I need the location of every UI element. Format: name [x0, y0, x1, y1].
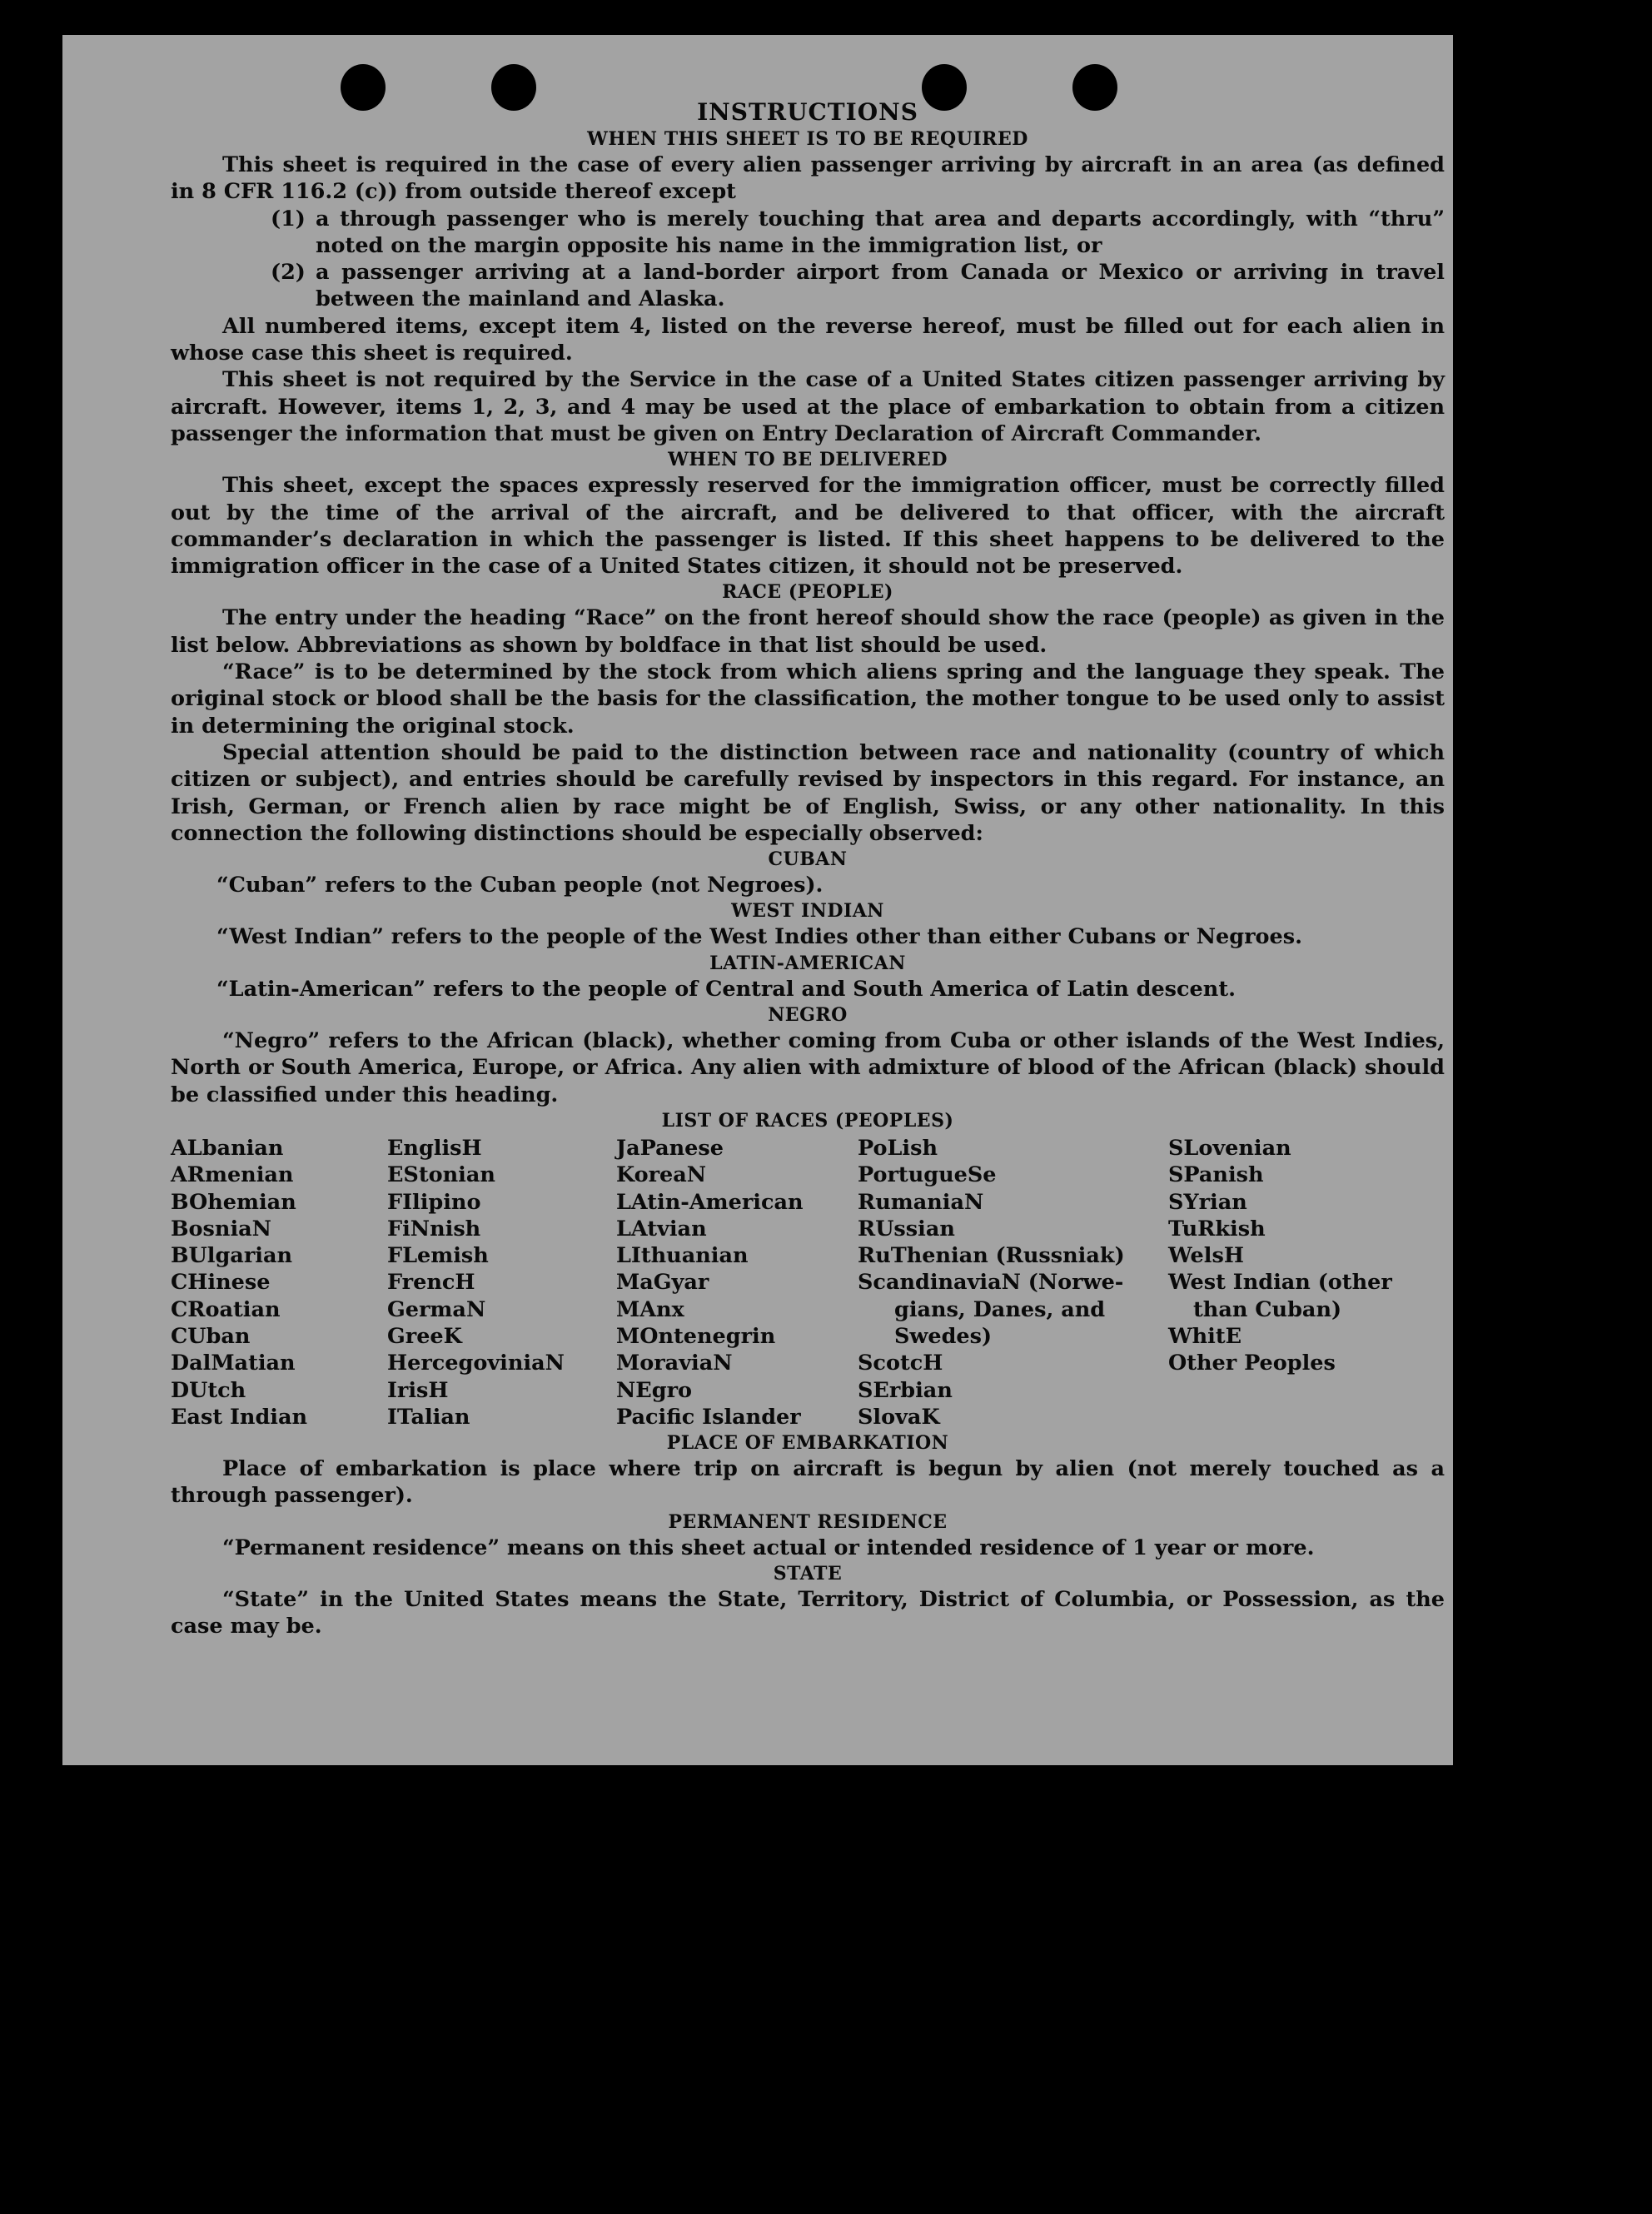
paragraph: This sheet is required in the case of every alien passenger arriving by aircraft in an area (as defined in 8 CFR 116.2 (c)) from outside thereof except — [171, 152, 1445, 205]
race-entry: GermaN — [387, 1296, 486, 1322]
race-entry: MaGyar — [616, 1270, 709, 1296]
race-entry: CHinese — [171, 1270, 271, 1296]
race-entry: FLemish — [387, 1243, 489, 1269]
race-entry: SErbian — [858, 1377, 953, 1403]
race-entry: gians, Danes, and — [894, 1296, 1106, 1322]
race-entry: RuThenian (Russniak) — [858, 1243, 1125, 1269]
races-list — [171, 1135, 1445, 1430]
section-heading-embarkation: PLACE OF EMBARKATION — [666, 1432, 949, 1455]
document-sheet — [62, 35, 1453, 1765]
race-entry: PortugueSe — [858, 1162, 997, 1188]
race-entry: SPanish — [1168, 1162, 1264, 1188]
race-entry: SlovaK — [858, 1404, 940, 1430]
race-entry: MOntenegrin — [616, 1323, 776, 1349]
paragraph: “State” in the United States means the State, Territory, District of Columbia, or Possession, as the case may be. — [171, 1587, 1445, 1639]
races-column — [616, 1135, 858, 1430]
race-entry: CRoatian — [171, 1296, 281, 1322]
list-item — [271, 259, 1445, 313]
race-entry: WelsH — [1168, 1243, 1244, 1269]
race-entry: HercegoviniaN — [387, 1351, 565, 1376]
race-entry: MAnx — [616, 1296, 684, 1322]
race-entry: ScandinaviaN (Norwe- — [858, 1270, 1124, 1296]
race-entry: West Indian (other — [1168, 1270, 1392, 1296]
race-entry: East Indian — [171, 1404, 308, 1430]
race-entry: FiNnish — [387, 1216, 481, 1241]
race-entry: Other Peoples — [1168, 1351, 1336, 1376]
race-entry: CUban — [171, 1323, 251, 1349]
race-entry: FrencH — [387, 1270, 475, 1296]
section-heading-delivered: WHEN TO BE DELIVERED — [668, 449, 948, 471]
race-entry: FIlipino — [387, 1189, 481, 1215]
paragraph: Special attention should be paid to the distinction between race and nationality (country of which citizen or subject), and entries should be carefully revised by inspectors in this regard. For instance, an Irish, German, or French alien by race might be of English, Swiss, or any other nationality. In this connection the following distinctions should be especially observed: — [171, 739, 1445, 846]
section-heading-race-list: LIST OF RACES (PEOPLES) — [661, 1109, 954, 1132]
paragraph: This sheet, except the spaces expressly reserved for the immigration officer, must be correctly filled out by the time of the arrival of the aircraft, and be delivered to that officer, with the aircraft commander’s declaration in which the passenger is listed. If this sheet happens to be delivered to the immigration officer in the case of a United States citizen, it should not be preserved. — [171, 473, 1445, 580]
section-heading-required: WHEN THIS SHEET IS TO BE REQUIRED — [587, 128, 1028, 150]
section-heading-residence: PERMANENT RESIDENCE — [668, 1510, 948, 1533]
race-entry: BOhemian — [171, 1189, 296, 1215]
races-column — [387, 1135, 616, 1430]
section-heading-latin-american: LATIN-AMERICAN — [709, 952, 906, 974]
race-entry: ARmenian — [171, 1162, 294, 1188]
race-entry: LIthuanian — [616, 1243, 749, 1269]
race-entry: Pacific Islander — [616, 1404, 801, 1430]
race-entry: EStonian — [387, 1162, 495, 1188]
race-entry: MoraviaN — [616, 1351, 733, 1376]
race-entry: LAtin-American — [616, 1189, 804, 1215]
section-heading-negro: NEGRO — [768, 1004, 848, 1027]
item-number: (1) — [271, 206, 306, 231]
race-entry: than Cuban) — [1193, 1296, 1342, 1322]
item-text: a passenger arriving at a land-border airport from Canada or Mexico or arriving in travel between the mainland and Alaska. — [316, 260, 1445, 312]
race-entry: Swedes) — [894, 1323, 993, 1349]
paragraph: “Negro” refers to the African (black), whether coming from Cuba or other islands of the West Indies, North or South America, Europe, or Africa. Any alien with admixture of blood of the African (black) should be classified under this heading. — [171, 1028, 1445, 1107]
race-entry: IrisH — [387, 1377, 449, 1403]
races-column — [858, 1135, 1168, 1430]
race-entry: DalMatian — [171, 1351, 296, 1376]
paragraph: “West Indian” refers to the people of the West Indies other than either Cubans or Negroes. — [216, 924, 1302, 950]
paragraph: The entry under the heading “Race” on the front hereof should show the race (people) as given in the list below. Abbreviations as shown by boldface in that list should be used. — [171, 605, 1445, 658]
page-title: INSTRUCTIONS — [697, 98, 918, 126]
list-item — [271, 206, 1445, 260]
races-column — [1168, 1135, 1418, 1430]
paragraph: Place of embarkation is place where trip on aircraft is begun by alien (not merely touched as a through passenger). — [171, 1456, 1445, 1509]
paragraph: “Race” is to be determined by the stock from which aliens spring and the language they speak. The original stock or blood shall be the basis for the classification, the mother tongue to be used only to assist in determining the original stock. — [171, 659, 1445, 739]
race-entry: GreeK — [387, 1323, 462, 1349]
race-entry: SYrian — [1168, 1189, 1247, 1215]
section-heading-west-indian: WEST INDIAN — [731, 900, 884, 923]
paragraph: All numbered items, except item 4, listed on the reverse hereof, must be filled out for each alien in whose case this sheet is required. — [171, 313, 1445, 366]
paragraph: “Permanent residence” means on this sheet actual or intended residence of 1 year or more. — [222, 1535, 1315, 1560]
race-entry: BosniaN — [171, 1216, 271, 1241]
race-entry: RumaniaN — [858, 1189, 984, 1215]
race-entry: DUtch — [171, 1377, 246, 1403]
section-heading-race: RACE (PEOPLE) — [722, 581, 893, 604]
paragraph: “Cuban” refers to the Cuban people (not Negroes). — [216, 873, 824, 898]
race-entry: ITalian — [387, 1404, 470, 1430]
race-entry: ScotcH — [858, 1351, 943, 1376]
races-column — [171, 1135, 387, 1430]
race-entry: BUlgarian — [171, 1243, 293, 1269]
race-entry: LAtvian — [616, 1216, 707, 1241]
race-entry: EnglisH — [387, 1135, 482, 1161]
section-heading-cuban: CUBAN — [768, 848, 848, 871]
paragraph: “Latin-American” refers to the people of Central and South America of Latin descent. — [216, 976, 1236, 1002]
race-entry: PoLish — [858, 1135, 938, 1161]
race-entry: SLovenian — [1168, 1135, 1291, 1161]
race-entry: ALbanian — [171, 1135, 284, 1161]
instructions-body — [171, 98, 1445, 1640]
item-number: (2) — [271, 260, 306, 286]
race-entry: KoreaN — [616, 1162, 707, 1188]
race-entry: WhitE — [1168, 1323, 1242, 1349]
race-entry: TuRkish — [1168, 1216, 1266, 1241]
race-entry: RUssian — [858, 1216, 955, 1241]
paragraph: This sheet is not required by the Service in the case of a United States citizen passenger arriving by aircraft. However, items 1, 2, 3, and 4 may be used at the place of embarkation to obtain from a citizen passenger the information that must be given on Entry Declaration of Aircraft Commander. — [171, 367, 1445, 446]
race-entry: NEgro — [616, 1377, 693, 1403]
item-text: a through passenger who is merely touching that area and departs accordingly, with “thru” noted on the margin opposite his name in the immigration list, or — [316, 206, 1445, 258]
section-heading-state: STATE — [773, 1563, 843, 1585]
race-entry: JaPanese — [616, 1135, 724, 1161]
